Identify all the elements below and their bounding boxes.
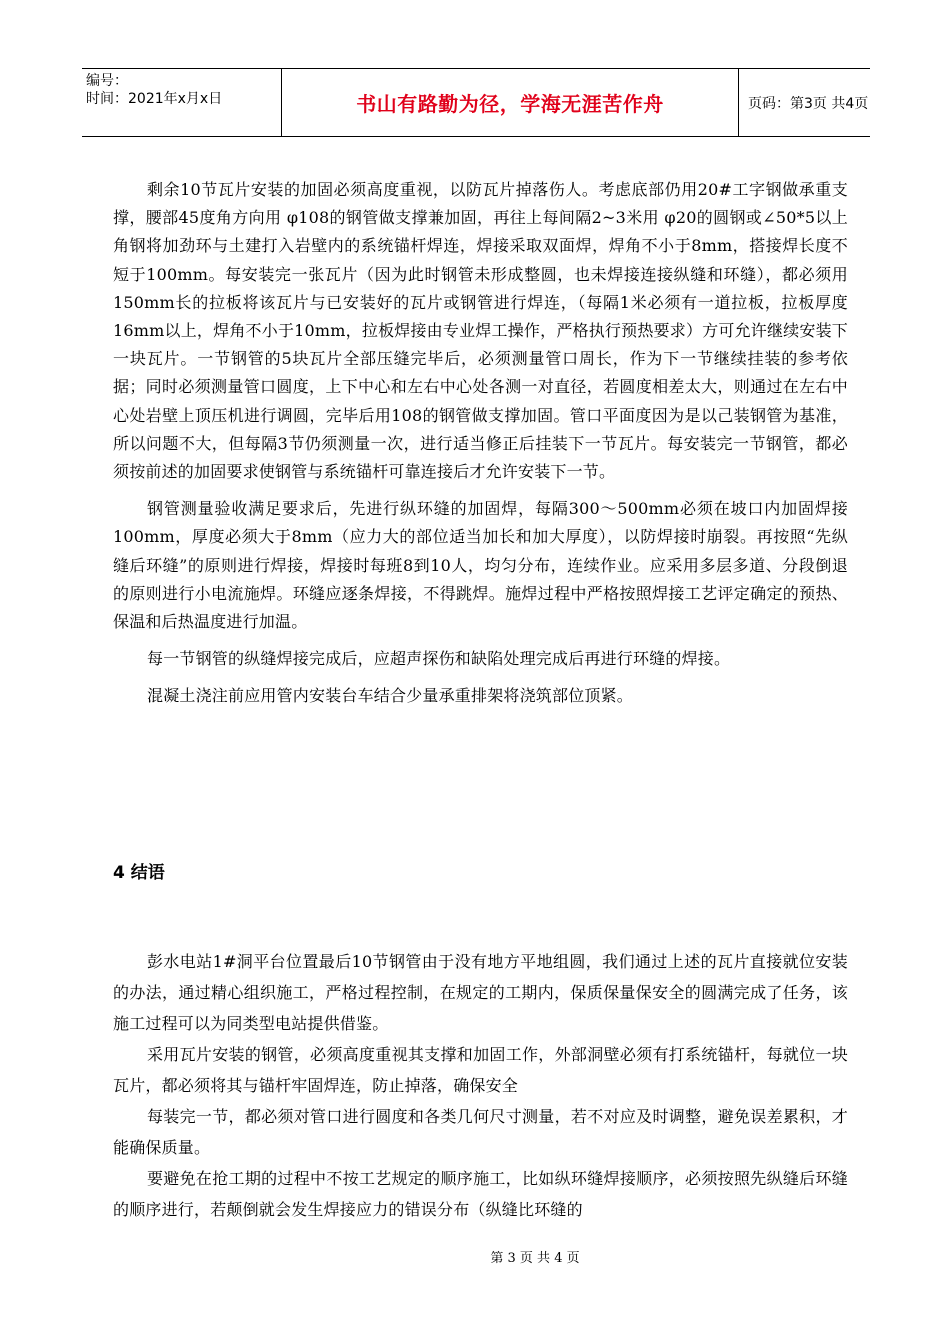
section-heading: 4 结语 <box>113 863 165 883</box>
header-page-info <box>738 69 870 136</box>
header-motto-cell <box>282 69 739 136</box>
date-label: 时间：2021年x月x日 <box>86 91 223 107</box>
page-footer: 第 3 页 共 4 页 <box>490 1251 580 1266</box>
header-motto: 书山有路勤为径，学海无涯苦作舟 <box>356 92 664 116</box>
paragraph: 剩余10节瓦片安装的加固必须高度重视，以防瓦片掉落伤人。考虑底部仍用20#工字钢做承重支撑，腰部45度角方向用 φ108的钢管做支撑兼加固，再往上每间隔2~3米用 φ20的圆钢或∠50*5以上角钢将加劲环与土建打入岩壁内的系统锚杆焊连，焊接采取双面焊，焊角不小于8mm，搭接焊长度不短于100mm。每安装完一张瓦片（因为此时钢管未形成整圆，也未焊接连接纵缝和环缝），都必须用150mm长的拉板将该瓦片与已安装好的瓦片或钢管进行焊连，（每隔1米必须有一道拉板，拉板厚度16mm以上，焊角不小于10mm，拉板焊接由专业焊工操作，严格执行预热要求）方可允许继续安装下一块瓦片。一节钢管的5块瓦片全部压缝完毕后，必须测量管口周长，作为下一节继续挂装的参考依据；同时必须测量管口圆度，上下中心和左右中心处各测一对直径，若圆度相差太大，则通过在左右中心处岩壁上顶压机进行调圆，完毕后用108的钢管做支撑加固。管口平面度因为是以己装钢管为基准，所以问题不大，但每隔3节仍须测量一次，进行适当修正后挂装下一节瓦片。每安装完一节钢管，都必须按前述的加固要求使钢管与系统锚杆可靠连接后才允许安装下一节。 <box>113 180 848 482</box>
paragraph: 采用瓦片安装的钢管，必须高度重视其支撑和加固工作，外部洞壁必须有打系统锚杆，每就位一块瓦片，都必须将其与锚杆牢固焊连，防止掉落，确保安全 <box>113 1045 848 1095</box>
paragraph: 每装完一节，都必须对管口进行圆度和各类几何尺寸测量，若不对应及时调整，避免误差累积，才能确保质量。 <box>113 1107 848 1157</box>
header-meta <box>82 69 282 136</box>
page-label: 页码：第3页 共4页 <box>748 95 869 112</box>
paragraph: 彭水电站1#洞平台位置最后10节钢管由于没有地方平地组圆，我们通过上述的瓦片直接就位安装的办法，通过精心组织施工，严格过程控制，在规定的工期内，保质保量保安全的圆满完成了任务，该施工过程可以为同类型电站提供借鉴。 <box>113 952 848 1033</box>
paragraph: 要避免在抢工期的过程中不按工艺规定的顺序施工，比如纵环缝焊接顺序，必须按照先纵缝后环缝的顺序进行，若颠倒就会发生焊接应力的错误分布（纵缝比环缝的 <box>113 1169 848 1219</box>
section-body-2 <box>113 946 848 1225</box>
number-label: 编号： <box>86 73 128 89</box>
section-body-1 <box>113 176 848 711</box>
document-header <box>82 68 870 137</box>
paragraph: 每一节钢管的纵缝焊接完成后，应超声探伤和缺陷处理完成后再进行环缝的焊接。 <box>147 649 731 669</box>
paragraph: 钢管测量验收满足要求后，先进行纵环缝的加固焊，每隔300～500mm必须在坡口内加固焊接100mm，厚度必须大于8mm（应力大的部位适当加长和加大厚度），以防焊接时崩裂。再按照“先纵缝后环缝”的原则进行焊接，焊接时每班8到10人，均匀分布，连续作业。应采用多层多道、分段倒退的原则进行小电流施焊。环缝应逐条焊接，不得跳焊。施焊过程中严格按照焊接工艺评定确定的预热、保温和后热温度进行加温。 <box>113 499 848 632</box>
paragraph: 混凝土浇注前应用管内安装台车结合少量承重排架将浇筑部位顶紧。 <box>147 686 634 706</box>
